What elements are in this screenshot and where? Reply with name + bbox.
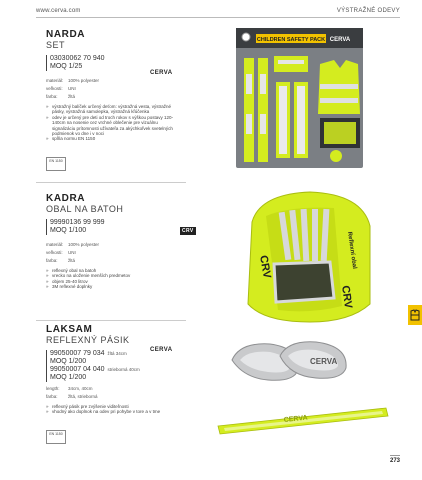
- section-divider: [36, 320, 186, 321]
- product-narda: [46, 30, 196, 142]
- standard-text: EN 1150: [49, 432, 63, 436]
- header-url[interactable]: www.cerva.com: [36, 8, 81, 14]
- product-specs: [46, 241, 196, 265]
- spec-row: farba: žltá: [46, 258, 76, 263]
- crv-logo: CRV: [182, 228, 194, 234]
- product-code-row: 99050007 79 034 žltá 34cm: [50, 350, 127, 357]
- page-number: 273: [390, 455, 400, 464]
- product-moq: MOQ 1/200: [50, 374, 87, 381]
- feature-item: » vrecko na uloženie menších predmetov: [46, 273, 174, 278]
- spec-row: veľkosti: UNI: [46, 250, 76, 255]
- band-brand-text: CERVA: [310, 357, 338, 366]
- product-laksam: [46, 325, 196, 415]
- product-name: NARDA: [46, 29, 86, 40]
- feature-item: » spĺňa normu EN 1150: [46, 136, 174, 141]
- feature-item: » objem 25-40 litrov: [46, 279, 174, 284]
- cerva-logo: CERVA: [150, 347, 173, 353]
- standard-text: EN 1150: [49, 159, 63, 163]
- standard-badge: [46, 430, 66, 444]
- product-kadra: [46, 194, 196, 290]
- product-specs: [46, 77, 196, 101]
- product-features: [46, 404, 174, 415]
- spec-row: materiál: 100% polyester: [46, 78, 100, 83]
- product-specs: [46, 385, 196, 401]
- product-codes: [46, 219, 196, 235]
- reflective-bands-image: [214, 330, 394, 440]
- spec-row: farba: žltá, strieborná: [46, 394, 98, 399]
- product-moq: MOQ 1/25: [50, 63, 83, 70]
- pack-logo: CERVA: [329, 37, 351, 43]
- header-divider: [36, 17, 400, 18]
- feature-item: » odev je určený pre deti od troch rokov s výškou postavy 120-140cm na nosenie cez vrchné oblečenie pre vizuálnu signalizáciu prítomnosti užívateľa za akýchkoľvek svetelných podmienok vo dne i v noci: [46, 115, 174, 137]
- spec-row: farba: žltá: [46, 94, 76, 99]
- product-features: [46, 104, 174, 142]
- keychain: [330, 150, 342, 162]
- spec-row: veľkosti: UNI: [46, 86, 76, 91]
- product-subtitle: SET: [46, 40, 66, 50]
- product-moq: MOQ 1/200: [50, 358, 87, 365]
- section-divider: [36, 182, 186, 183]
- mesh-pocket: [274, 262, 334, 302]
- feature-item: » reflexný obal na batoh: [46, 268, 174, 273]
- backpack-cover-image: [230, 186, 380, 326]
- product-codes: [46, 350, 196, 382]
- reflective-band: [258, 58, 268, 162]
- product-subtitle: OBAL NA BATOH: [46, 204, 124, 214]
- yellow-band-brand: CERVA: [283, 414, 308, 424]
- standard-badge: [46, 157, 66, 171]
- product-features: [46, 268, 174, 290]
- cerva-logo: CERVA: [150, 70, 173, 76]
- feature-item: » 3M reflexné doplnky: [46, 284, 174, 289]
- feature-item: » vhodný ako doplnok na odev pri pohybe v tore a v tme: [46, 409, 174, 414]
- spec-row: length: 34cm, 40cm: [46, 386, 93, 391]
- product-code-row: 99050007 04 040 strieborná 40cm: [50, 366, 140, 373]
- product-name: KADRA: [46, 193, 86, 204]
- vest-icon: [410, 309, 420, 321]
- spec-row: materiál: 100% polyester: [46, 242, 100, 247]
- product-moq: MOQ 1/100: [50, 227, 87, 234]
- header-category: VÝSTRAŽNÉ ODEVY: [336, 8, 400, 14]
- category-side-tab: [408, 305, 422, 325]
- pack-title: CHILDREN SAFETY PACK: [256, 37, 326, 43]
- safety-pack-image: [232, 24, 367, 174]
- feature-item: » výstražný balíček určený deťom: výstražná vesta, výstražné pásky, výstražná samolepka, výstražná kľúčenka: [46, 104, 174, 115]
- reflective-band: [244, 58, 254, 162]
- product-name: LAKSAM: [46, 324, 93, 335]
- product-subtitle: REFLEXNÝ PÁSIK: [46, 335, 130, 345]
- product-code: 99990136 99 999: [50, 219, 105, 226]
- product-code: 03030062 70 940: [50, 55, 105, 62]
- hang-hole: [242, 33, 250, 41]
- cover-side-brand: CRV: [339, 284, 355, 310]
- cover-side-text: Reflexní obal: [346, 231, 358, 270]
- feature-item: » reflexný pásik pre zvýšenie viditeľnosti: [46, 404, 174, 409]
- product-codes: [46, 55, 196, 71]
- cover-brand-text: CRV: [257, 254, 273, 280]
